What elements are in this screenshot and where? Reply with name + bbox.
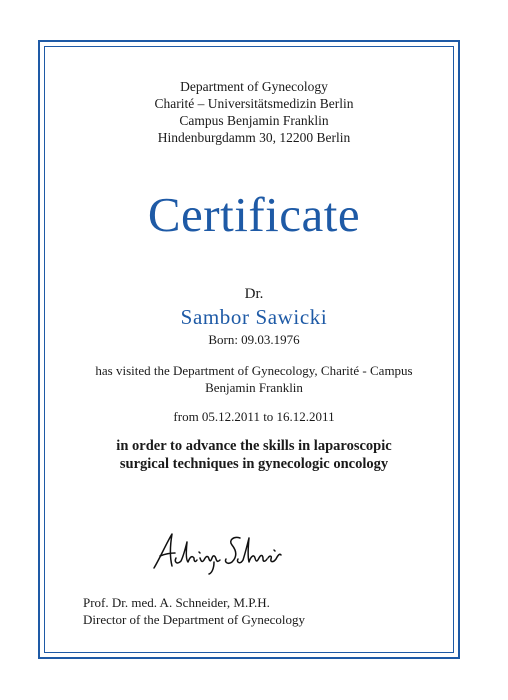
visit-statement [40,362,468,396]
training-purpose-line: surgical techniques in gynecologic oncology [119,456,389,472]
recipient-birthdate: Born: 09.03.1976 [208,332,300,347]
training-purpose [40,437,468,473]
handwritten-signature [148,528,288,576]
signer-name: Prof. Dr. med. A. Schneider, M.P.H. [83,595,270,610]
signer-block [83,594,305,628]
recipient-name: Sambor Sawicki [180,305,328,329]
header-address: Hindenburgdamm 30, 12200 Berlin [157,130,351,145]
training-purpose-line: in order to advance the skills in laparoscopic [116,438,392,454]
visit-statement-line: Benjamin Franklin [205,380,303,395]
recipient-prefix: Dr. [244,286,264,302]
visit-period: from 05.12.2011 to 16.12.2011 [173,409,335,424]
header-department: Department of Gynecology [180,79,328,94]
signer-role: Director of the Department of Gynecology [83,612,306,627]
header-university: Charité – Universitätsmedizin Berlin [154,96,354,111]
certificate-title: Certificate [147,187,361,242]
visit-statement-line: has visited the Department of Gynecology, Charité - Campus [95,363,413,378]
institution-header [40,78,468,146]
header-campus: Campus Benjamin Franklin [179,113,329,128]
